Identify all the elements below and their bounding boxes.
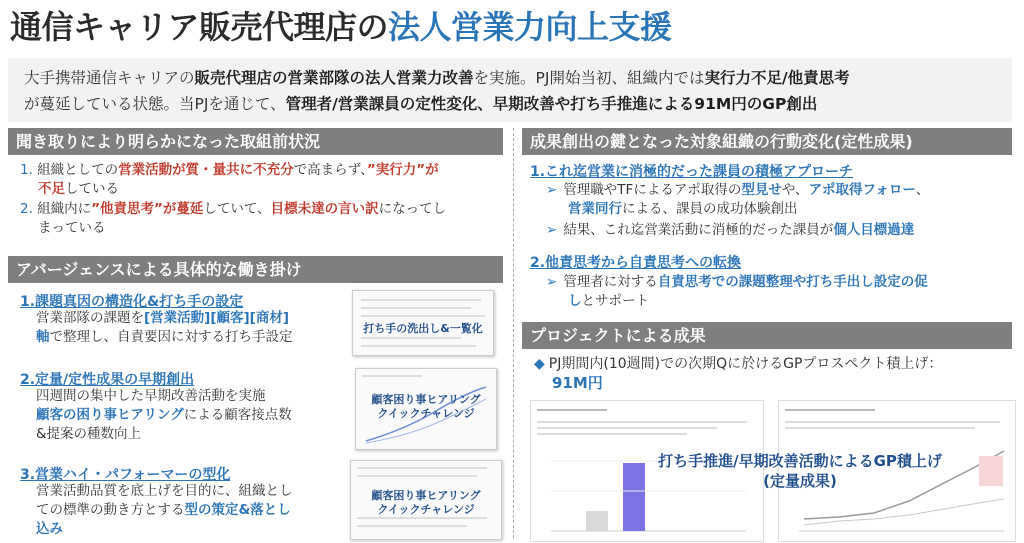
approach-1-heading: 1.課題真因の構造化&打ち手の設定: [20, 294, 244, 310]
pre-state-item-1: 1. 組織としての営業活動が質・量共に不充分で高まらず、”実行力”が 不足している: [20, 162, 439, 197]
thumbnail-quick-challenge-1: 顧客困り事ヒアリング クイックチャレンジ: [355, 368, 497, 450]
results-bullet: ◆ PJ期間内(10週間)での次期Qに於けるGPプロスペクト積上げ： 91M円: [534, 356, 943, 392]
page-title: 通信キャリア販売代理店の法人営業力向上支援: [10, 8, 672, 46]
behavior-1-bullet-2: ➢ 結果、これ迄営業活動に消極的だった課員が個人目標過達: [546, 222, 915, 238]
column-divider: [513, 128, 514, 538]
pre-state-item-2: 2. 組織内に”他責思考”が蔓延していて、目標未達の言い訳になってし まっている: [20, 201, 447, 236]
thumbnail-quick-challenge-2: 顧客困り事ヒアリング クイックチャレンジ: [350, 460, 502, 540]
approach-1-text: 営業部隊の課題を[営業活動][顧客][商材] 軸で整理し、自責要因に対する打ち手設定: [36, 310, 293, 345]
approach-3-heading: 3.営業ハイ・パフォーマーの型化: [20, 467, 231, 483]
approach-3-text: 営業活動品質を底上げを目的に、組織とし ての標準の動き方とする型の策定&落とし 込み: [36, 483, 293, 537]
approach-2-text: 四週間の集中した早期改善活動を実施 顧客の困り事ヒアリングによる顧客接点数 &提案の種数向上: [36, 388, 292, 442]
behavior-2-bullet-1: ➢ 管理者に対する自責思考での課題整理や打ち手出し設定の促 しとサポート: [546, 274, 928, 309]
behavior-1-heading: 1.これ迄営業に消極的だった課員の積極アプローチ: [530, 164, 854, 180]
behavior-1-bullet-1: ➢ 管理職やTFによるアポ取得の型見せや、アポ取得フォロー、 営業同行による、課員の成功体験創出: [546, 182, 930, 217]
summary-box: 大手携帯通信キャリアの販売代理店の営業部隊の法人営業力改善を実施。PJ開始当初、組織内では実行力不足/他責思考 が蔓延している状態。当PJを通じて、管理者/営業課員の定性変化、早期改善や打ち手推進による91M円のGP創出: [8, 58, 1012, 122]
section-header-results: プロジェクトによる成果: [522, 322, 1012, 349]
section-header-pre-state: 聞き取りにより明らかになった取組前状況: [8, 128, 503, 155]
results-overlay-label: 打ち手推進/早期改善活動によるGP積上げ (定量成果): [658, 452, 942, 490]
thumbnail-action-list: 打ち手の洗出し&一覧化: [352, 290, 494, 356]
behavior-2-heading: 2.他責思考から自責思考への転換: [530, 255, 742, 271]
section-header-approach: アバージェンスによる具体的な働き掛け: [8, 256, 503, 283]
page-title-highlight: 法人営業力向上支援: [388, 8, 672, 46]
section-header-behavior-change: 成果創出の鍵となった対象組織の行動変化(定性成果): [522, 128, 1012, 155]
approach-2-heading: 2.定量/定性成果の早期創出: [20, 372, 195, 388]
